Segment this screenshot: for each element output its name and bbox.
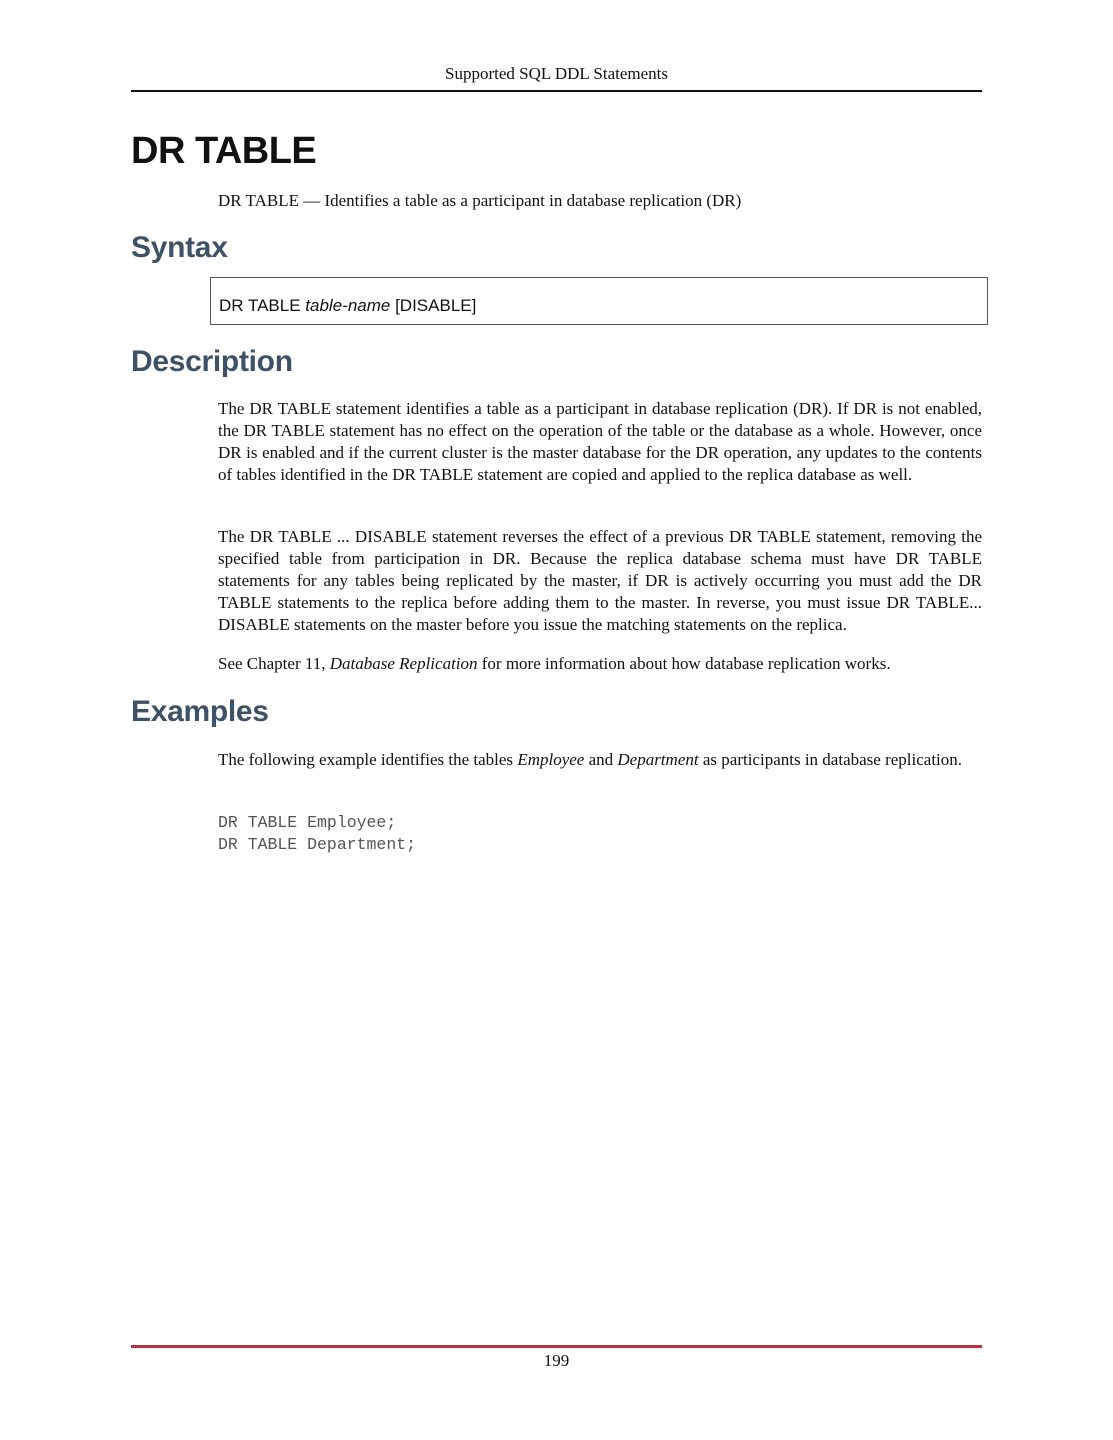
examples-intro-prefix: The following example identifies the tables: [218, 750, 518, 769]
see-also-prefix: See Chapter 11,: [218, 654, 330, 673]
running-header: Supported SQL DDL Statements: [444, 64, 669, 83]
see-also-suffix: for more information about how database replication works.: [477, 654, 891, 673]
page-number: 199: [543, 1351, 570, 1370]
header-rule: [131, 90, 982, 92]
page-title: DR TABLE: [131, 130, 317, 172]
examples-intro-mid: and: [584, 750, 618, 769]
description-paragraph-1: The DR TABLE statement identifies a table as a participant in database replication (DR). If DR is not enabled, the DR TABLE statement has no effect on the operation of the table or the database as a whole. However, once DR is enabled and if the current cluster is the master database for the DR operation, any updates to the contents of tables identified in the DR TABLE statement are copied and applied to the replica database as well.: [218, 399, 982, 484]
syntax-suffix: [DISABLE]: [390, 296, 477, 315]
table-name-employee: Employee: [517, 750, 585, 769]
footer-rule: [131, 1345, 982, 1348]
syntax-heading: Syntax: [131, 231, 228, 264]
syntax-param: table-name: [305, 296, 391, 315]
description-heading: Description: [131, 345, 293, 378]
examples-heading: Examples: [131, 695, 269, 728]
description-paragraph-3: [218, 653, 982, 675]
refpurpose: DR TABLE — Identifies a table as a participant in database replication (DR): [218, 191, 742, 210]
chapter-link[interactable]: Database Replication: [329, 654, 478, 673]
table-name-department: Department: [617, 750, 699, 769]
examples-intro: [218, 749, 982, 771]
code-line: DR TABLE Employee;: [218, 813, 397, 832]
code-example: [218, 812, 416, 856]
syntax-box: [210, 277, 988, 325]
code-line: DR TABLE Department;: [218, 835, 417, 854]
syntax-prefix: DR TABLE: [219, 296, 306, 315]
examples-intro-suffix: as participants in database replication.: [698, 750, 963, 769]
description-paragraph-2: The DR TABLE ... DISABLE statement reverses the effect of a previous DR TABLE statement, removing the specified table from participation in DR. Because the replica database schema must have DR TABLE statements for any tables being replicated by the master, if DR is actively occurring you must add the DR TABLE statements to the replica before adding them to the master. In reverse, you must issue DR TABLE... DISABLE statements on the master before you issue the matching statements on the replica.: [218, 527, 982, 634]
